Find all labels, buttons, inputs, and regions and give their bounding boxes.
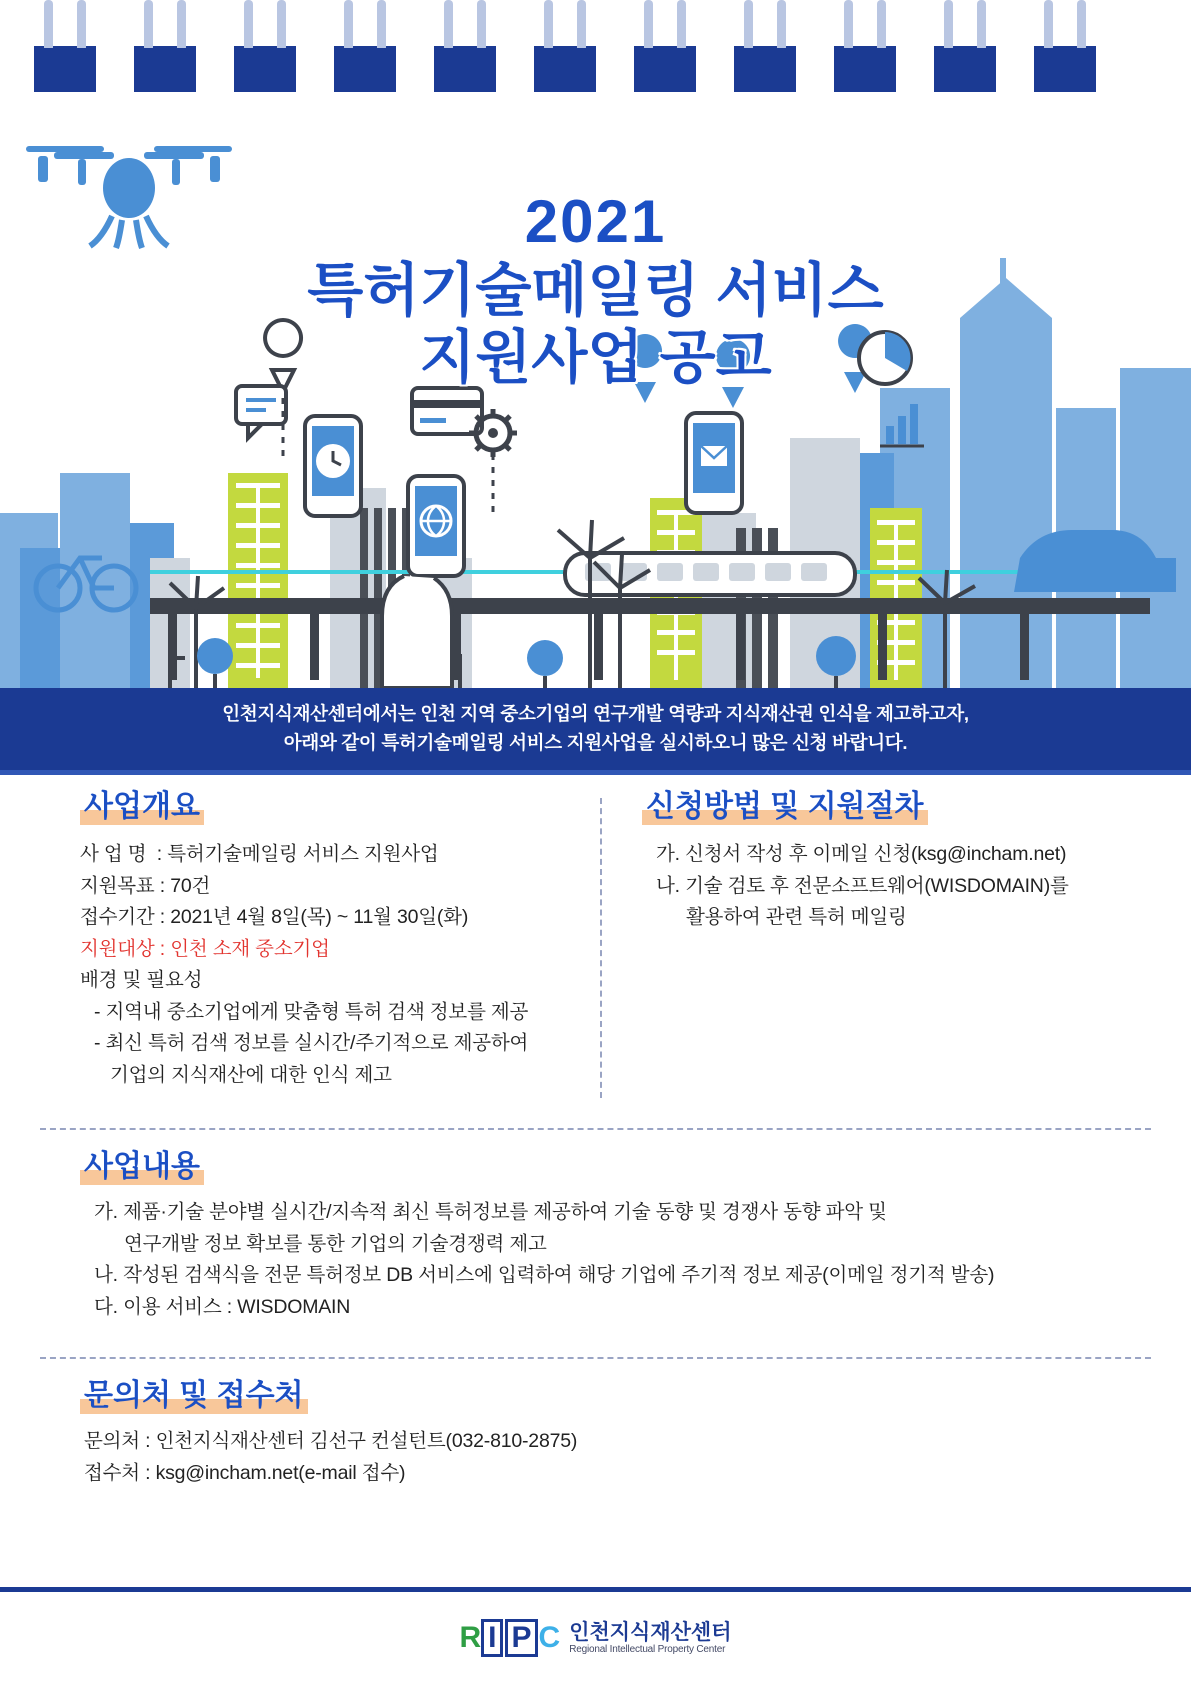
divider-dashed-1 <box>40 1128 1151 1130</box>
section-detail-body <box>80 1197 1151 1323</box>
spiral-ring <box>834 46 896 92</box>
overview-background-item-0: - 지역내 중소기업에게 맞춤형 특허 검색 정보를 제공 <box>94 1000 529 1023</box>
section-overview <box>40 790 600 1098</box>
detail-item-2: 나. 작성된 검색식을 전문 특허정보 DB 서비스에 입력하여 해당 기업에 주기적 정보 제공(이메일 정기적 발송) <box>94 1264 995 1287</box>
hero-title-line1: 특허기술메일링 서비스 <box>307 258 884 323</box>
spiral-ring <box>334 46 396 92</box>
detail-item-3: 다. 이용 서비스 : WISDOMAIN <box>94 1295 351 1318</box>
spiral-ring <box>934 46 996 92</box>
vertical-divider <box>600 798 602 1098</box>
footer <box>0 1592 1191 1684</box>
section-detail <box>40 1150 1151 1323</box>
contact-line-0: 문의처 : 인천지식재산센터 김선구 컨설턴트(032-810-2875) <box>84 1430 578 1453</box>
spiral-ring <box>134 46 196 92</box>
spiral-ring <box>734 46 796 92</box>
logo-letter-r: R <box>459 1621 481 1654</box>
spiral-ring <box>1034 46 1096 92</box>
spiral-binding <box>0 0 1191 92</box>
section-detail-title: 사업내용 <box>80 1150 204 1185</box>
banner-bottom-rule <box>0 770 1191 775</box>
section-apply-title: 신청방법 및 지원절차 <box>642 790 928 825</box>
contact-line-1: 접수처 : ksg@incham.net(e-mail 접수) <box>84 1461 406 1484</box>
section-overview-body <box>80 839 600 1092</box>
spiral-ring <box>634 46 696 92</box>
footer-org-name-kr: 인천지식재산센터 <box>569 1620 732 1644</box>
ripc-logo <box>460 1619 560 1657</box>
section-apply <box>636 790 1151 1098</box>
section-contact-body <box>80 1426 1151 1489</box>
divider-dashed-2 <box>40 1357 1151 1359</box>
logo-letter-p: P <box>505 1619 538 1657</box>
intro-banner-line1: 인천지식재산센터에서는 인천 지역 중소기업의 연구개발 역량과 지식재산권 인식을 제고하고자, <box>222 703 969 725</box>
apply-item-1: 나. 기술 검토 후 전문소프트웨어(WISDOMAIN)를 <box>656 874 1069 897</box>
spiral-ring <box>34 46 96 92</box>
detail-item-0: 가. 제품·기술 분야별 실시간/지속적 최신 특허정보를 제공하여 기술 동향 및 경쟁사 동향 파악 및 <box>94 1201 887 1223</box>
hero-illustration <box>0 92 1191 688</box>
apply-item-2: 활용하여 관련 특허 메일링 <box>686 906 907 929</box>
apply-item-0: 가. 신청서 작성 후 이메일 신청(ksg@incham.net) <box>656 843 1067 865</box>
overview-line-0: 사 업 명 : 특허기술메일링 서비스 지원사업 <box>80 843 439 865</box>
logo-letter-i: I <box>481 1619 502 1657</box>
intro-banner-line2: 아래와 같이 특허기술메일링 서비스 지원사업을 실시하오니 많은 신청 바랍니다. <box>283 732 908 753</box>
logo-letter-c: C <box>538 1621 560 1654</box>
overview-background-item-2: 기업의 지식재산에 대한 인식 제고 <box>110 1064 392 1087</box>
city-skyline-graphic <box>0 258 1191 688</box>
section-contact-title: 문의처 및 접수처 <box>80 1379 308 1414</box>
top-sections-row <box>40 790 1151 1098</box>
intro-banner <box>0 688 1191 770</box>
drone-graphic <box>14 132 244 252</box>
overview-background-label: 배경 및 필요성 <box>80 969 203 992</box>
section-contact <box>40 1379 1151 1489</box>
spiral-ring <box>434 46 496 92</box>
hero-year: 2021 <box>524 188 667 255</box>
overview-target-line: 지원대상 : 인천 소재 중소기업 <box>80 937 330 960</box>
overview-line-1: 지원목표 : 70건 <box>80 874 211 897</box>
spiral-ring <box>534 46 596 92</box>
section-apply-body <box>642 839 1151 934</box>
section-overview-title: 사업개요 <box>80 790 204 825</box>
detail-item-1: 연구개발 정보 확보를 통한 기업의 기술경쟁력 제고 <box>124 1232 547 1255</box>
content-area <box>0 790 1191 1620</box>
footer-org-name <box>569 1621 731 1655</box>
spiral-ring <box>234 46 296 92</box>
overview-line-2: 접수기간 : 2021년 4월 8일(목) ~ 11월 30일(화) <box>80 906 469 929</box>
overview-background-item-1: - 최신 특허 검색 정보를 실시간/주기적으로 제공하여 <box>94 1032 529 1055</box>
hero-title-line2: 지원사업 공고 <box>419 324 772 390</box>
footer-org-name-en: Regional Intellectual Property Center <box>569 1644 726 1656</box>
